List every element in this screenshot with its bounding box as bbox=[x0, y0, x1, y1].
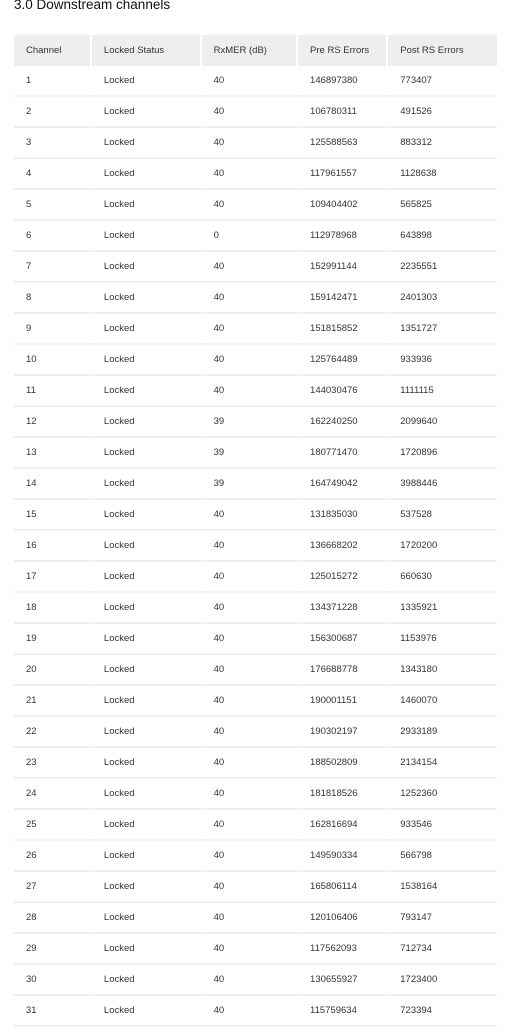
cell-pre-rs-errors: 176688778 bbox=[298, 655, 388, 686]
cell-locked-status: Locked bbox=[92, 97, 202, 128]
cell-post-rs-errors: 1460070 bbox=[388, 686, 497, 717]
cell-locked-status: Locked bbox=[92, 686, 202, 717]
cell-pre-rs-errors: 190001151 bbox=[298, 686, 388, 717]
table-row bbox=[14, 779, 497, 810]
cell-rxmer: 39 bbox=[202, 438, 298, 469]
cell-pre-rs-errors: 162816694 bbox=[298, 810, 388, 841]
table-row bbox=[14, 469, 497, 500]
table-row bbox=[14, 655, 497, 686]
cell-locked-status: Locked bbox=[92, 221, 202, 252]
header-rxmer: RxMER (dB) bbox=[202, 35, 298, 66]
cell-post-rs-errors: 2933189 bbox=[388, 717, 497, 748]
cell-locked-status: Locked bbox=[92, 965, 202, 996]
cell-locked-status: Locked bbox=[92, 407, 202, 438]
cell-locked-status: Locked bbox=[92, 748, 202, 779]
cell-channel: 14 bbox=[14, 469, 92, 500]
cell-channel: 31 bbox=[14, 996, 92, 1027]
cell-post-rs-errors: 883312 bbox=[388, 128, 497, 159]
cell-pre-rs-errors: 180771470 bbox=[298, 438, 388, 469]
cell-rxmer: 40 bbox=[202, 66, 298, 97]
cell-post-rs-errors: 3988446 bbox=[388, 469, 497, 500]
cell-post-rs-errors: 1720896 bbox=[388, 438, 497, 469]
cell-rxmer: 40 bbox=[202, 190, 298, 221]
cell-channel: 11 bbox=[14, 376, 92, 407]
cell-locked-status: Locked bbox=[92, 934, 202, 965]
cell-locked-status: Locked bbox=[92, 345, 202, 376]
section-title: 3.0 Downstream channels bbox=[14, 0, 171, 12]
cell-rxmer: 40 bbox=[202, 996, 298, 1027]
cell-locked-status: Locked bbox=[92, 500, 202, 531]
cell-rxmer: 40 bbox=[202, 345, 298, 376]
cell-post-rs-errors: 1153976 bbox=[388, 624, 497, 655]
cell-locked-status: Locked bbox=[92, 469, 202, 500]
cell-post-rs-errors: 1351727 bbox=[388, 314, 497, 345]
cell-rxmer: 40 bbox=[202, 314, 298, 345]
cell-post-rs-errors: 566798 bbox=[388, 841, 497, 872]
table-row bbox=[14, 97, 497, 128]
cell-pre-rs-errors: 156300687 bbox=[298, 624, 388, 655]
cell-channel: 17 bbox=[14, 562, 92, 593]
cell-pre-rs-errors: 144030476 bbox=[298, 376, 388, 407]
table-row bbox=[14, 717, 497, 748]
table-row bbox=[14, 872, 497, 903]
cell-pre-rs-errors: 136668202 bbox=[298, 531, 388, 562]
cell-channel: 27 bbox=[14, 872, 92, 903]
cell-rxmer: 40 bbox=[202, 934, 298, 965]
cell-pre-rs-errors: 146897380 bbox=[298, 66, 388, 97]
cell-post-rs-errors: 793147 bbox=[388, 903, 497, 934]
cell-post-rs-errors: 1538164 bbox=[388, 872, 497, 903]
cell-rxmer: 40 bbox=[202, 655, 298, 686]
cell-rxmer: 40 bbox=[202, 500, 298, 531]
cell-channel: 5 bbox=[14, 190, 92, 221]
cell-locked-status: Locked bbox=[92, 128, 202, 159]
cell-post-rs-errors: 712734 bbox=[388, 934, 497, 965]
cell-pre-rs-errors: 125588563 bbox=[298, 128, 388, 159]
table-row bbox=[14, 562, 497, 593]
cell-channel: 29 bbox=[14, 934, 92, 965]
cell-channel: 13 bbox=[14, 438, 92, 469]
cell-rxmer: 40 bbox=[202, 686, 298, 717]
header-post-rs-errors: Post RS Errors bbox=[388, 35, 497, 66]
cell-rxmer: 40 bbox=[202, 965, 298, 996]
cell-rxmer: 40 bbox=[202, 159, 298, 190]
cell-post-rs-errors: 1252360 bbox=[388, 779, 497, 810]
cell-locked-status: Locked bbox=[92, 593, 202, 624]
cell-pre-rs-errors: 165806114 bbox=[298, 872, 388, 903]
cell-pre-rs-errors: 117961557 bbox=[298, 159, 388, 190]
header-pre-rs-errors: Pre RS Errors bbox=[298, 35, 388, 66]
cell-rxmer: 40 bbox=[202, 562, 298, 593]
cell-locked-status: Locked bbox=[92, 438, 202, 469]
cell-rxmer: 39 bbox=[202, 407, 298, 438]
cell-locked-status: Locked bbox=[92, 903, 202, 934]
cell-pre-rs-errors: 115759634 bbox=[298, 996, 388, 1027]
table-row bbox=[14, 438, 497, 469]
cell-post-rs-errors: 1343180 bbox=[388, 655, 497, 686]
cell-channel: 10 bbox=[14, 345, 92, 376]
downstream-channels-table bbox=[14, 35, 497, 1027]
cell-locked-status: Locked bbox=[92, 531, 202, 562]
cell-locked-status: Locked bbox=[92, 779, 202, 810]
table-header-row bbox=[14, 35, 497, 66]
table-row bbox=[14, 128, 497, 159]
table-body bbox=[14, 66, 497, 1027]
cell-post-rs-errors: 773407 bbox=[388, 66, 497, 97]
cell-rxmer: 40 bbox=[202, 717, 298, 748]
table-row bbox=[14, 252, 497, 283]
cell-locked-status: Locked bbox=[92, 872, 202, 903]
cell-locked-status: Locked bbox=[92, 624, 202, 655]
cell-post-rs-errors: 1720200 bbox=[388, 531, 497, 562]
cell-rxmer: 40 bbox=[202, 810, 298, 841]
cell-channel: 21 bbox=[14, 686, 92, 717]
downstream-channels-table-container bbox=[14, 35, 497, 1027]
cell-rxmer: 0 bbox=[202, 221, 298, 252]
cell-pre-rs-errors: 120106406 bbox=[298, 903, 388, 934]
cell-channel: 23 bbox=[14, 748, 92, 779]
cell-rxmer: 40 bbox=[202, 872, 298, 903]
table-row bbox=[14, 903, 497, 934]
cell-post-rs-errors: 723394 bbox=[388, 996, 497, 1027]
cell-channel: 26 bbox=[14, 841, 92, 872]
cell-post-rs-errors: 660630 bbox=[388, 562, 497, 593]
cell-locked-status: Locked bbox=[92, 841, 202, 872]
cell-pre-rs-errors: 159142471 bbox=[298, 283, 388, 314]
cell-post-rs-errors: 2235551 bbox=[388, 252, 497, 283]
cell-channel: 25 bbox=[14, 810, 92, 841]
table-row bbox=[14, 407, 497, 438]
cell-rxmer: 40 bbox=[202, 779, 298, 810]
cell-channel: 8 bbox=[14, 283, 92, 314]
cell-pre-rs-errors: 130655927 bbox=[298, 965, 388, 996]
table-row bbox=[14, 159, 497, 190]
cell-locked-status: Locked bbox=[92, 314, 202, 345]
table-row bbox=[14, 531, 497, 562]
cell-pre-rs-errors: 190302197 bbox=[298, 717, 388, 748]
table-row bbox=[14, 190, 497, 221]
table-row bbox=[14, 66, 497, 97]
cell-pre-rs-errors: 151815852 bbox=[298, 314, 388, 345]
cell-channel: 6 bbox=[14, 221, 92, 252]
cell-channel: 20 bbox=[14, 655, 92, 686]
cell-post-rs-errors: 1111115 bbox=[388, 376, 497, 407]
table-row bbox=[14, 965, 497, 996]
table-row bbox=[14, 748, 497, 779]
cell-locked-status: Locked bbox=[92, 996, 202, 1027]
table-row bbox=[14, 996, 497, 1027]
cell-post-rs-errors: 1335921 bbox=[388, 593, 497, 624]
cell-post-rs-errors: 1723400 bbox=[388, 965, 497, 996]
cell-channel: 4 bbox=[14, 159, 92, 190]
cell-locked-status: Locked bbox=[92, 159, 202, 190]
cell-post-rs-errors: 2401303 bbox=[388, 283, 497, 314]
cell-channel: 2 bbox=[14, 97, 92, 128]
table-row bbox=[14, 221, 497, 252]
cell-pre-rs-errors: 152991144 bbox=[298, 252, 388, 283]
cell-locked-status: Locked bbox=[92, 376, 202, 407]
cell-rxmer: 40 bbox=[202, 283, 298, 314]
cell-pre-rs-errors: 188502809 bbox=[298, 748, 388, 779]
cell-pre-rs-errors: 117562093 bbox=[298, 934, 388, 965]
cell-channel: 22 bbox=[14, 717, 92, 748]
cell-pre-rs-errors: 134371228 bbox=[298, 593, 388, 624]
cell-post-rs-errors: 2134154 bbox=[388, 748, 497, 779]
table-row bbox=[14, 934, 497, 965]
cell-channel: 18 bbox=[14, 593, 92, 624]
table-header bbox=[14, 35, 497, 66]
table-row bbox=[14, 314, 497, 345]
cell-rxmer: 40 bbox=[202, 252, 298, 283]
cell-channel: 28 bbox=[14, 903, 92, 934]
cell-rxmer: 40 bbox=[202, 97, 298, 128]
cell-channel: 30 bbox=[14, 965, 92, 996]
table-row bbox=[14, 376, 497, 407]
table-row bbox=[14, 841, 497, 872]
cell-pre-rs-errors: 125015272 bbox=[298, 562, 388, 593]
cell-pre-rs-errors: 164749042 bbox=[298, 469, 388, 500]
cell-locked-status: Locked bbox=[92, 190, 202, 221]
cell-post-rs-errors: 537528 bbox=[388, 500, 497, 531]
cell-pre-rs-errors: 106780311 bbox=[298, 97, 388, 128]
cell-channel: 16 bbox=[14, 531, 92, 562]
cell-rxmer: 40 bbox=[202, 624, 298, 655]
cell-locked-status: Locked bbox=[92, 717, 202, 748]
table-row bbox=[14, 593, 497, 624]
cell-locked-status: Locked bbox=[92, 252, 202, 283]
cell-locked-status: Locked bbox=[92, 66, 202, 97]
cell-locked-status: Locked bbox=[92, 283, 202, 314]
cell-pre-rs-errors: 125764489 bbox=[298, 345, 388, 376]
cell-locked-status: Locked bbox=[92, 562, 202, 593]
cell-post-rs-errors: 643898 bbox=[388, 221, 497, 252]
header-locked-status: Locked Status bbox=[92, 35, 202, 66]
cell-pre-rs-errors: 131835030 bbox=[298, 500, 388, 531]
cell-locked-status: Locked bbox=[92, 810, 202, 841]
table-row bbox=[14, 624, 497, 655]
cell-channel: 3 bbox=[14, 128, 92, 159]
cell-channel: 24 bbox=[14, 779, 92, 810]
cell-rxmer: 40 bbox=[202, 903, 298, 934]
table-row bbox=[14, 686, 497, 717]
cell-post-rs-errors: 1128638 bbox=[388, 159, 497, 190]
table-row bbox=[14, 500, 497, 531]
cell-rxmer: 40 bbox=[202, 531, 298, 562]
cell-channel: 1 bbox=[14, 66, 92, 97]
cell-rxmer: 40 bbox=[202, 376, 298, 407]
table-row bbox=[14, 810, 497, 841]
cell-pre-rs-errors: 109404402 bbox=[298, 190, 388, 221]
cell-post-rs-errors: 933936 bbox=[388, 345, 497, 376]
cell-channel: 12 bbox=[14, 407, 92, 438]
cell-rxmer: 40 bbox=[202, 748, 298, 779]
cell-rxmer: 40 bbox=[202, 128, 298, 159]
cell-channel: 9 bbox=[14, 314, 92, 345]
table-row bbox=[14, 345, 497, 376]
cell-post-rs-errors: 491526 bbox=[388, 97, 497, 128]
cell-rxmer: 40 bbox=[202, 593, 298, 624]
cell-locked-status: Locked bbox=[92, 655, 202, 686]
table-row bbox=[14, 283, 497, 314]
cell-channel: 7 bbox=[14, 252, 92, 283]
cell-pre-rs-errors: 112978968 bbox=[298, 221, 388, 252]
cell-rxmer: 40 bbox=[202, 841, 298, 872]
cell-pre-rs-errors: 181818526 bbox=[298, 779, 388, 810]
cell-rxmer: 39 bbox=[202, 469, 298, 500]
cell-post-rs-errors: 565825 bbox=[388, 190, 497, 221]
cell-post-rs-errors: 2099640 bbox=[388, 407, 497, 438]
header-channel: Channel bbox=[14, 35, 92, 66]
cell-channel: 19 bbox=[14, 624, 92, 655]
cell-pre-rs-errors: 149590334 bbox=[298, 841, 388, 872]
cell-pre-rs-errors: 162240250 bbox=[298, 407, 388, 438]
cell-post-rs-errors: 933546 bbox=[388, 810, 497, 841]
cell-channel: 15 bbox=[14, 500, 92, 531]
